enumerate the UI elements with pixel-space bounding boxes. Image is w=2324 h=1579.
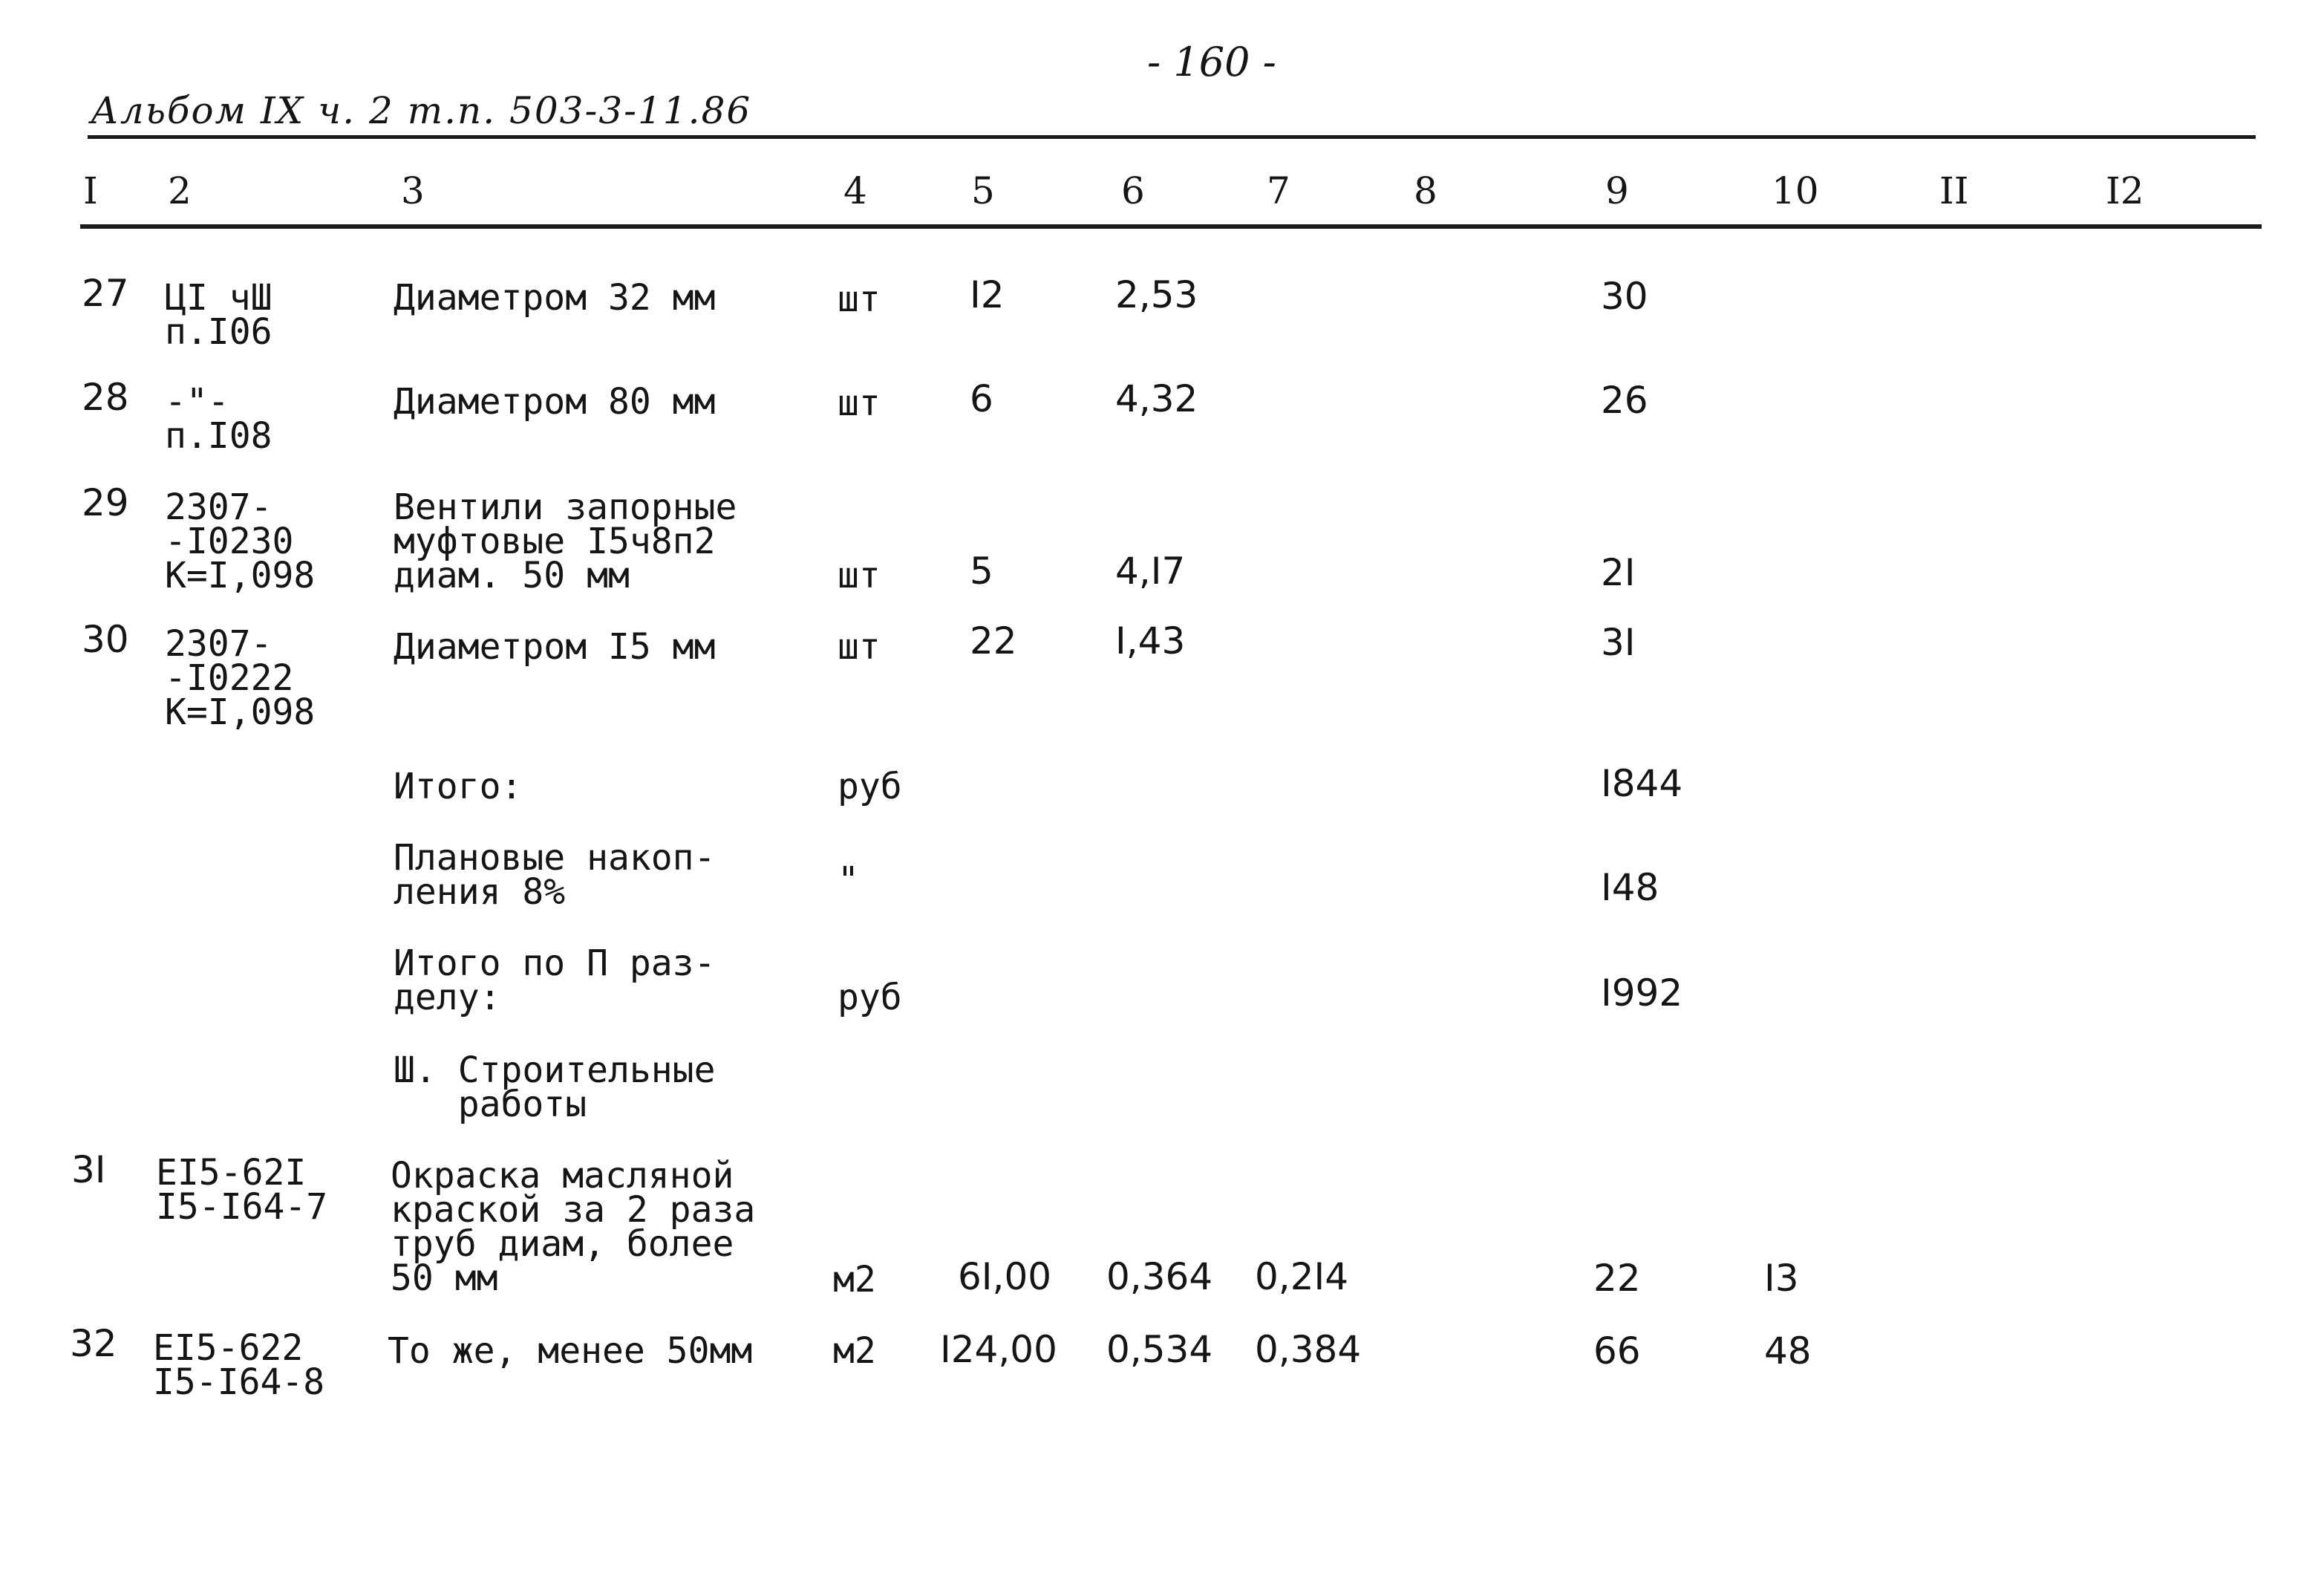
column-header-11: II [1939,169,1969,212]
row-28-description: Диаметром 80 мм [394,381,716,423]
section-3-heading: Ш. Строительные работы [394,1049,716,1125]
row-27-unit: шт [838,279,881,320]
row-28-number: 28 [82,376,129,419]
page-number: - 160 - [1147,39,1276,85]
row-30-total: 3I [1601,621,1636,664]
row-30-number: 30 [82,618,129,661]
subtotal-unit: руб [838,766,902,807]
row-31-col7: 0,2I4 [1255,1255,1349,1298]
row-32-col10: 48 [1764,1329,1812,1373]
row-29-number: 29 [82,481,129,524]
row-27-number: 27 [82,272,129,315]
row-32-col7: 0,384 [1255,1328,1362,1371]
row-29-description: Вентили запорные муфтовые I5ч8п2 диам. 50 мм [394,486,737,596]
column-header-3: 3 [401,169,425,212]
row-27-quantity: I2 [970,273,1005,316]
row-28-code: -"- п.I08 [165,381,272,457]
column-header-4: 4 [843,169,867,212]
album-header: Альбом IX ч. 2 т.п. 503-3-11.86 [91,89,752,132]
row-29-code: 2307- -I0230 К=I,098 [165,486,316,596]
row-31-price: 0,364 [1106,1255,1213,1298]
planned-accumulations-unit: " [838,859,859,901]
row-32-number: 32 [70,1322,117,1365]
row-28-total: 26 [1601,379,1648,422]
row-29-quantity: 5 [970,550,993,593]
row-31-total: 22 [1593,1257,1641,1300]
row-31-quantity: 6I,00 [958,1255,1052,1298]
row-31-code: ЕI5-62I I5-I64-7 [156,1152,328,1228]
row-27-total: 30 [1601,275,1648,318]
row-31-number: 3I [71,1148,106,1191]
row-32-code: ЕI5-622 I5-I64-8 [153,1327,325,1403]
column-header-6: 6 [1121,169,1145,212]
column-header-7: 7 [1267,169,1290,212]
row-29-total: 2I [1601,551,1636,594]
row-29-price: 4,I7 [1115,550,1186,593]
row-32-quantity: I24,00 [940,1328,1057,1371]
column-header-9: 9 [1605,169,1629,212]
row-30-description: Диаметром I5 мм [394,626,716,668]
subtotal-value: I844 [1601,762,1683,805]
row-32-unit: м2 [833,1330,876,1372]
row-28-price: 4,32 [1115,377,1198,420]
row-30-code: 2307- -I0222 К=I,098 [165,623,316,733]
subtotal-label: Итого: [394,766,523,807]
row-29-unit: шт [838,555,881,596]
column-header-10: 10 [1772,169,1819,212]
header-rule-bottom [80,224,2262,229]
column-header-12: I2 [2106,169,2144,212]
row-31-description: Окраска масляной краской за 2 раза труб диам, более 50 мм [391,1155,756,1299]
column-header-8: 8 [1414,169,1437,212]
row-31-unit: м2 [833,1259,876,1300]
column-header-1: I [83,169,98,212]
row-30-unit: шт [838,626,881,668]
row-30-price: I,43 [1115,619,1186,662]
row-27-code: ЦI чШ п.I06 [165,277,272,353]
row-27-description: Диаметром 32 мм [394,277,716,319]
row-28-quantity: 6 [970,377,993,420]
row-32-description: То же, менее 50мм [388,1330,753,1372]
row-27-price: 2,53 [1115,273,1198,316]
column-header-5: 5 [971,169,995,212]
row-32-total: 66 [1593,1329,1641,1373]
planned-accumulations-label: Плановые накоп- ления 8% [394,837,716,913]
section-2-total-value: I992 [1601,971,1683,1015]
header-rule-top [88,135,2256,139]
column-header-2: 2 [168,169,192,212]
section-2-total-unit: руб [838,977,902,1018]
row-30-quantity: 22 [970,619,1017,662]
section-2-total-label: Итого по П раз- делу: [394,942,716,1018]
planned-accumulations-value: I48 [1601,866,1659,909]
row-32-price: 0,534 [1106,1328,1213,1371]
row-28-unit: шт [838,382,881,424]
row-31-col10: I3 [1764,1257,1799,1300]
